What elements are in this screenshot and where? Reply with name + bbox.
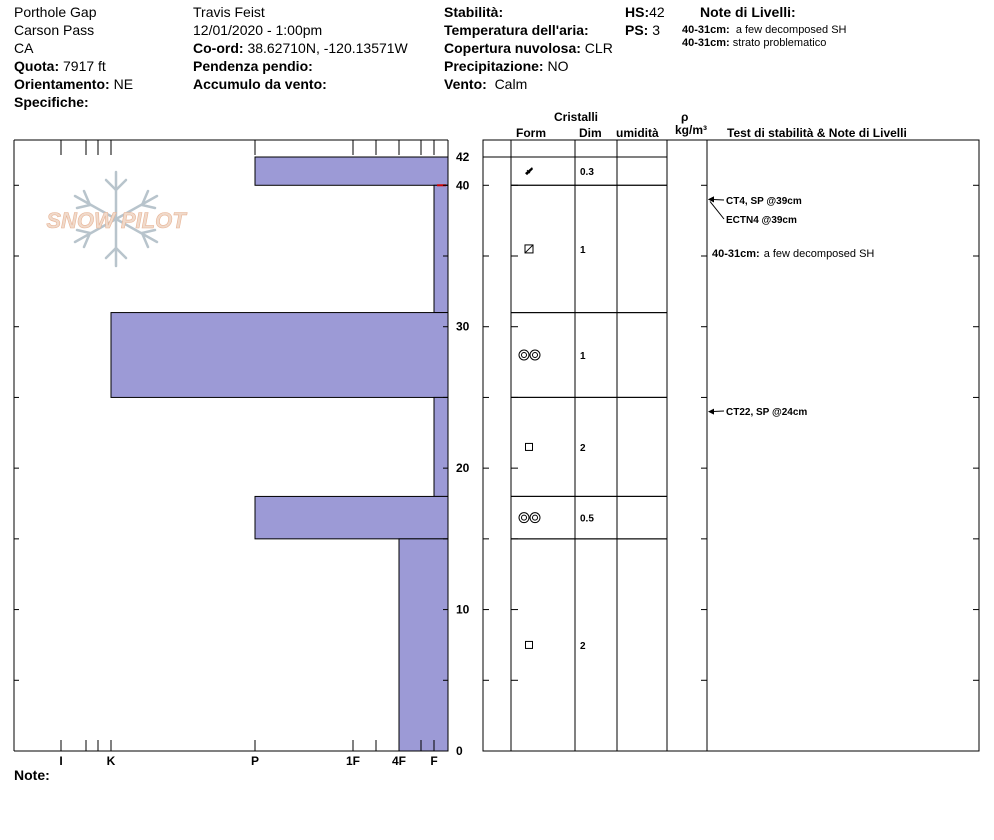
test-arrow-line (710, 201, 724, 219)
y-tick-label: 10 (456, 602, 470, 617)
elevation-label: Quota: (14, 58, 60, 74)
coord-label: Co-ord: (193, 40, 244, 56)
grain-size: 0.5 (580, 513, 594, 525)
stability-label: Stabilità: (444, 4, 504, 20)
symbol-part (530, 350, 540, 360)
grain-size: 1 (580, 351, 586, 362)
symbol-part (530, 513, 540, 523)
y-tick-label: 40 (456, 178, 470, 193)
crystal-facets-icon (526, 443, 533, 450)
y-tick-label: 20 (456, 461, 470, 476)
cloud-label: Copertura nuvolosa: (444, 40, 581, 56)
x-tick-label: K (106, 754, 116, 768)
density-unit: kg/m³ (675, 123, 708, 137)
specifics-label: Specifiche: (14, 94, 89, 110)
layer-note-2-text: strato problematico (732, 37, 827, 49)
hardness-bar (111, 313, 448, 398)
y-tick-label: 0 (456, 744, 463, 758)
logo-text: SNOW PILOT (46, 208, 186, 233)
stability-test-label: CT4, SP @39cm (726, 196, 802, 207)
symbol-part (526, 641, 533, 648)
hardness-bar (255, 496, 448, 538)
layer-note-in-column-text: a few decomposed SH (763, 248, 875, 260)
layer-notes-title: Note di Livelli: (700, 4, 796, 20)
crystals-header: Cristalli (554, 110, 599, 124)
symbol-part (525, 245, 533, 253)
datetime: 12/01/2020 - 1:00pm (193, 22, 323, 38)
right-panel-frame (483, 140, 979, 751)
crystal-decomposing-square-icon (525, 245, 533, 253)
layer-note-2-range: 40-31cm: (682, 37, 730, 49)
grain-size: 2 (580, 640, 586, 652)
dim-header: Dim (579, 126, 602, 140)
crystal-rounded-grains-icon (519, 350, 540, 360)
ps-label: PS: (625, 22, 649, 38)
arrow-head-icon (708, 409, 714, 415)
arrow-head-icon (708, 196, 714, 202)
stability-test-label: ECTN4 @39cm (726, 215, 797, 226)
moisture-header: umidità (616, 126, 659, 140)
precip-label: Precipitazione: (444, 58, 544, 74)
crystal-surface-hoar-feather-icon (525, 167, 533, 175)
hardness-bar (434, 397, 448, 496)
symbol-part (522, 515, 527, 520)
symbol-part (519, 513, 529, 523)
y-tick-label: 30 (456, 319, 470, 334)
symbol-part (525, 167, 533, 175)
air-temp-label: Temperatura dell'aria: (444, 22, 589, 38)
area: Carson Pass (14, 22, 95, 38)
grain-size: 2 (580, 442, 586, 454)
hardness-bar (434, 185, 448, 312)
wind-load-label: Accumulo da vento: (193, 76, 327, 92)
slope-label: Pendenza pendio: (193, 58, 313, 74)
form-header: Form (516, 126, 546, 140)
symbol-part (533, 515, 538, 520)
note-label: Note: (14, 767, 50, 783)
layer-note-in-column (712, 248, 874, 260)
crystal-rounded-grains-icon (519, 513, 540, 523)
crystal-facets-icon (526, 641, 533, 648)
wind-label: Vento: (444, 76, 487, 92)
tests-header: Test di stabilità & Note di Livelli (727, 126, 907, 140)
symbol-part (522, 353, 527, 358)
wind-value: Calm (494, 76, 528, 92)
aspect-value: NE (113, 76, 134, 92)
x-tick-label: P (250, 754, 260, 768)
hs-label: HS: (625, 4, 650, 20)
cloud-value: CLR (584, 40, 613, 56)
observer: Travis Feist (193, 4, 265, 20)
stability-test-label: CT22, SP @24cm (726, 407, 808, 418)
ps-value: 3 (652, 22, 661, 38)
layer-note-1-text: a few decomposed SH (735, 24, 847, 36)
symbol-part (526, 443, 533, 450)
symbol-part (533, 353, 538, 358)
x-tick-label: F (430, 754, 438, 768)
y-tick-label: 42 (456, 150, 470, 164)
state: CA (14, 40, 34, 56)
x-tick-label: 4F (391, 754, 407, 768)
grain-size: 0.3 (580, 167, 594, 179)
location: Porthole Gap (14, 4, 97, 20)
symbol-part (519, 350, 529, 360)
precip-value: NO (547, 58, 569, 74)
density-symbol: ρ (681, 110, 689, 124)
x-tick-label: I (59, 754, 63, 768)
hardness-bar (255, 157, 448, 185)
layer-note-in-column-range: 40-31cm: (712, 248, 760, 260)
elevation-value: 7917 ft (63, 58, 106, 74)
x-tick-label: 1F (345, 754, 361, 768)
coord-value: 38.62710N, -120.13571W (247, 40, 408, 56)
aspect-label: Orientamento: (14, 76, 110, 92)
hardness-bar (399, 539, 448, 751)
hs-value: 42 (649, 4, 665, 20)
grain-size: 1 (580, 244, 586, 256)
layer-note-1-range: 40-31cm: (682, 24, 730, 36)
